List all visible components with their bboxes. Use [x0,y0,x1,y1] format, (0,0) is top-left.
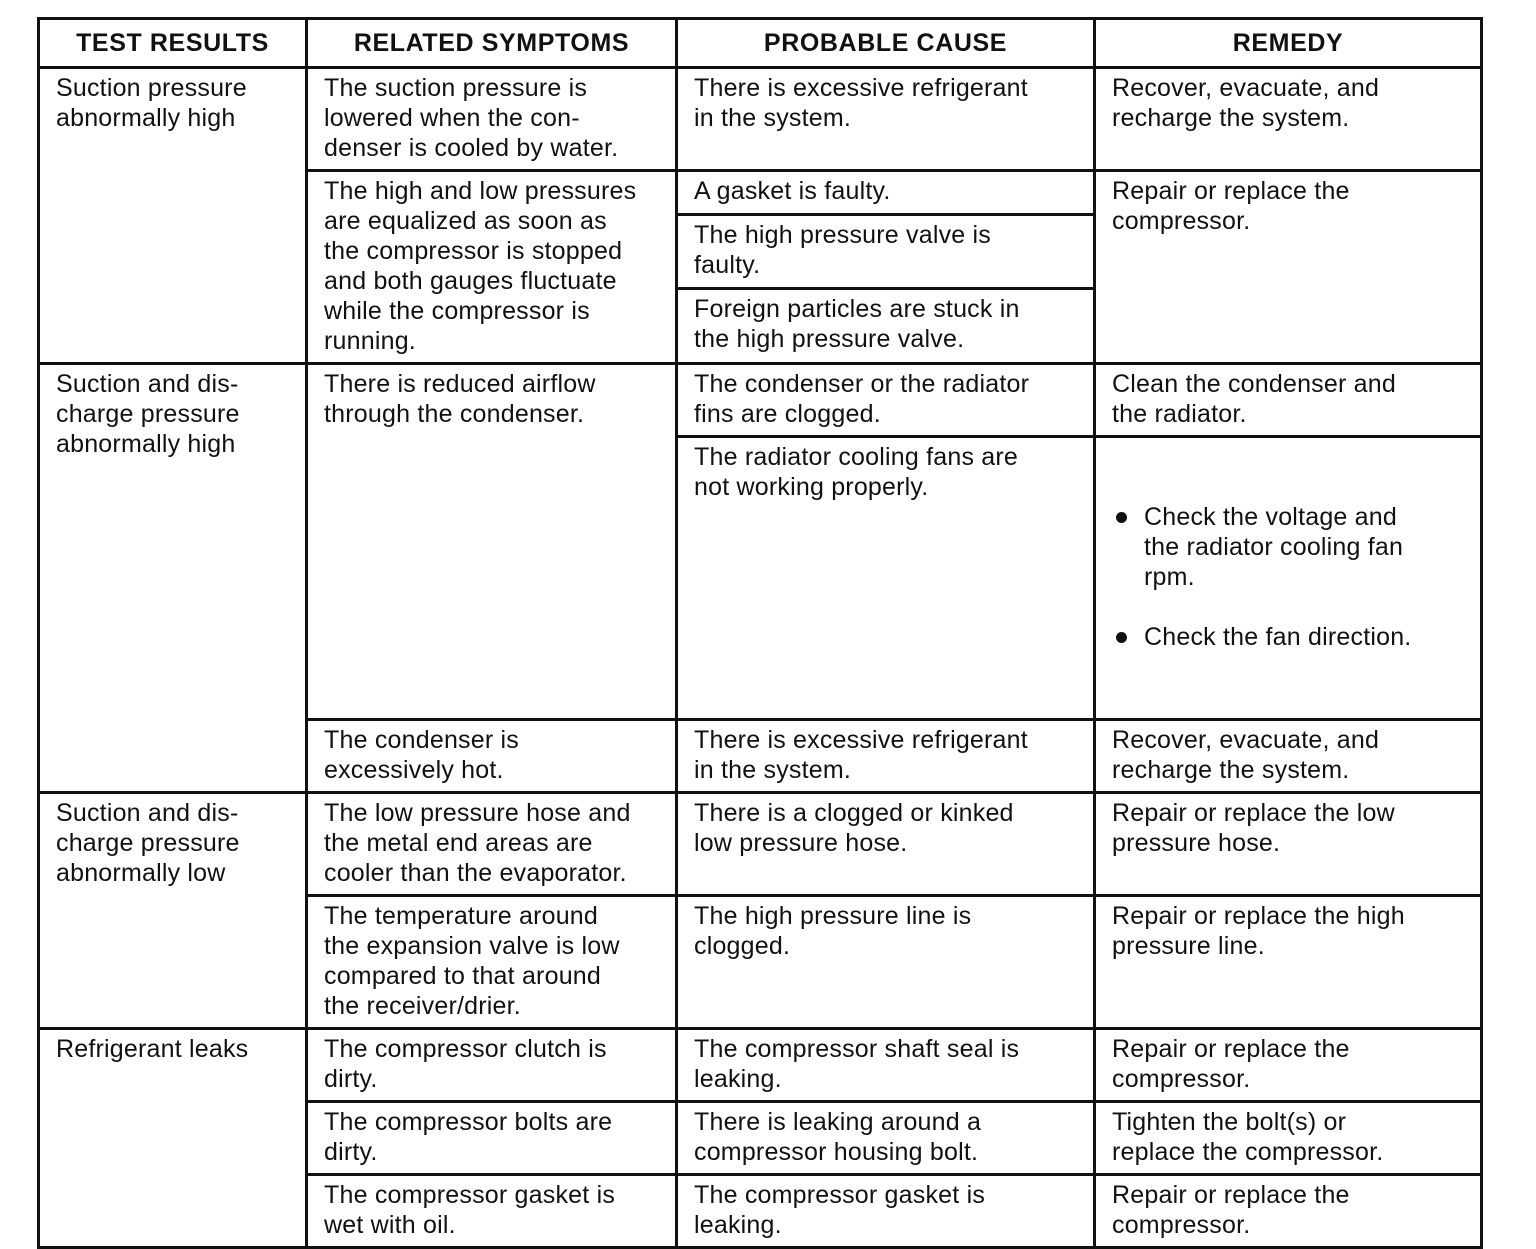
remedy-cell [1095,437,1482,720]
symptom-cell: The compressor gasket is wet with oil. [307,1175,677,1248]
header-probable-cause: PROBABLE CAUSE [677,19,1095,68]
symptom-cell: The temperature around the expansion valve is low compared to that around the receiver/drier. [307,896,677,1029]
symptom-cell: The compressor clutch is dirty. [307,1029,677,1102]
symptom-cell: The suction pressure is lowered when the con- denser is cooled by water. [307,68,677,171]
cause-cell: There is a clogged or kinked low pressure hose. [677,793,1095,896]
cause-cell: The compressor shaft seal is leaking. [677,1029,1095,1102]
remedy-cell: Repair or replace the high pressure line. [1095,896,1482,1029]
remedy-cell: Repair or replace the compressor. [1095,1029,1482,1102]
bullet-icon [1116,512,1127,523]
remedy-bullet-text: Check the fan direction. [1144,623,1412,651]
remedy-cell: Repair or replace the compressor. [1095,1175,1482,1248]
test-result-cell: Suction and dis- charge pressure abnormally low [39,793,307,1029]
remedy-cell: Repair or replace the compressor. [1095,171,1482,364]
cause-cell: The high pressure line is clogged. [677,896,1095,1029]
cause-cell: The condenser or the radiator fins are clogged. [677,364,1095,437]
troubleshooting-table-container [37,17,1480,1249]
symptom-cell: The compressor bolts are dirty. [307,1102,677,1175]
cause-cell: The high pressure valve is faulty. [677,214,1095,289]
remedy-cell: Tighten the bolt(s) or replace the compressor. [1095,1102,1482,1175]
remedy-bullet-item [1112,502,1466,592]
symptom-cell: The low pressure hose and the metal end areas are cooler than the evaporator. [307,793,677,896]
remedy-bullet-list [1112,472,1466,682]
remedy-cell: Recover, evacuate, and recharge the system. [1095,68,1482,171]
table-row [39,1029,1482,1102]
remedy-bullet-item [1112,622,1466,652]
table-row [39,364,1482,437]
cause-cell: There is leaking around a compressor housing bolt. [677,1102,1095,1175]
remedy-bullet-text: Check the voltage and the radiator cooling fan rpm. [1144,503,1404,591]
cause-cell: There is excessive refrigerant in the system. [677,68,1095,171]
symptom-cell: There is reduced airflow through the condenser. [307,364,677,720]
bullet-icon [1116,632,1127,643]
cause-cell: A gasket is faulty. [677,171,1095,215]
cause-cell: There is excessive refrigerant in the system. [677,720,1095,793]
symptom-cell: The high and low pressures are equalized as soon as the compressor is stopped and both gauges fluctuate while the compressor is running. [307,171,677,364]
remedy-cell: Repair or replace the low pressure hose. [1095,793,1482,896]
test-result-cell: Suction pressure abnormally high [39,68,307,364]
symptom-cell: The condenser is excessively hot. [307,720,677,793]
header-row [39,19,1482,68]
cause-cell: Foreign particles are stuck in the high pressure valve. [677,289,1095,364]
header-remedy: REMEDY [1095,19,1482,68]
cause-cell: The radiator cooling fans are not working properly. [677,437,1095,720]
header-test-results: TEST RESULTS [39,19,307,68]
cause-cell: The compressor gasket is leaking. [677,1175,1095,1248]
table-row [39,793,1482,896]
remedy-cell: Recover, evacuate, and recharge the system. [1095,720,1482,793]
test-result-cell: Suction and dis- charge pressure abnormally high [39,364,307,793]
header-related-symptoms: RELATED SYMPTOMS [307,19,677,68]
test-result-cell: Refrigerant leaks [39,1029,307,1248]
troubleshooting-table [37,17,1483,1249]
remedy-cell: Clean the condenser and the radiator. [1095,364,1482,437]
table-row [39,68,1482,171]
